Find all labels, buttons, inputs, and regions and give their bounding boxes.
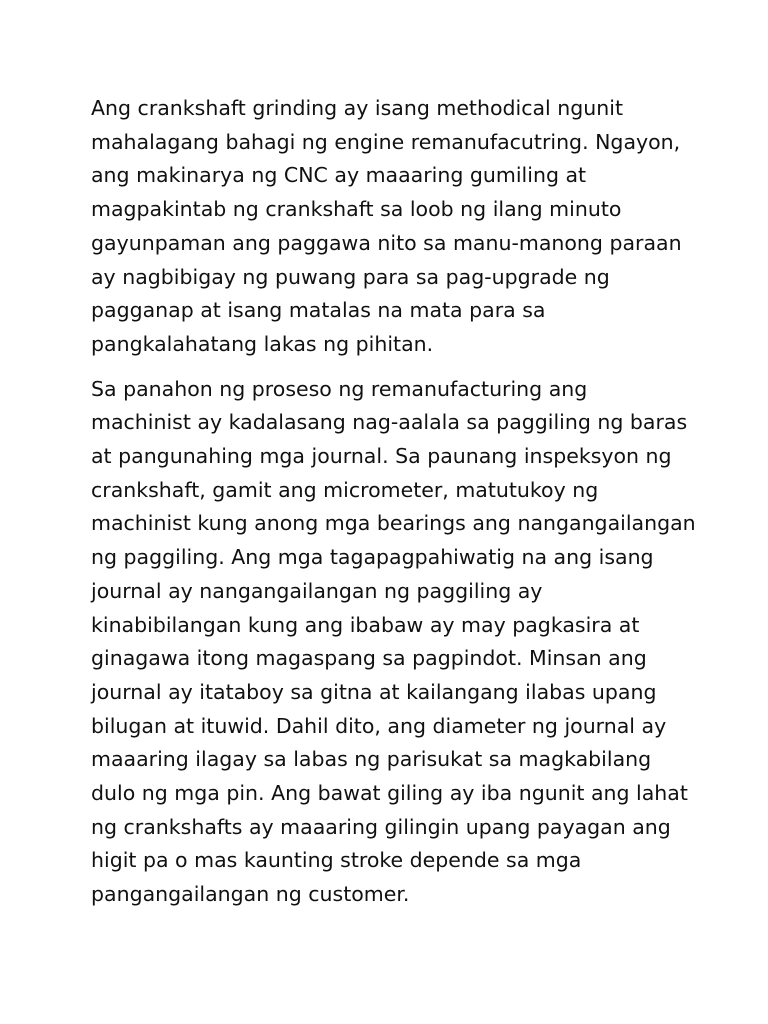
text-line: Ang crankshaft grinding ay isang methodical ngunit	[91, 96, 623, 120]
text-line: bilugan at ituwid. Dahil dito, ang diameter ng journal ay	[91, 713, 667, 738]
text-line: pangkalahatang lakas ng pihitan.	[91, 331, 434, 356]
text-line: at pangunahing mga journal. Sa paunang inspeksyon ng	[91, 444, 672, 469]
text-line: maaaring ilagay sa labas ng parisukat sa magkabilang	[91, 747, 652, 772]
text-line: ng paggiling. Ang mga tagapagpahiwatig na ang isang	[91, 545, 654, 570]
text-line: mahalagang bahagi ng engine remanufacutring. Ngayon,	[91, 129, 681, 154]
text-line: Sa panahon ng proseso ng remanufacturing ang	[91, 376, 588, 401]
text-line: ng crankshafts ay maaaring gilingin upang payagan ang	[91, 814, 671, 839]
text-line: pagganap at isang matalas na mata para sa	[91, 298, 546, 323]
text-line: machinist ay kadalasang nag-aalala sa paggiling ng baras	[91, 410, 688, 435]
text-line: ang makinarya ng CNC ay maaaring gumiling at	[91, 163, 587, 188]
text-line: ginagawa itong magaspang sa pagpindot. Minsan ang	[91, 646, 647, 671]
text-line: higit pa o mas kaunting stroke depende sa mga	[91, 848, 582, 873]
paragraph-1	[91, 92, 701, 362]
text-line: pangangailangan ng customer.	[91, 882, 410, 907]
paragraph-2	[91, 373, 701, 912]
text-line: dulo ng mga pin. Ang bawat giling ay iba ngunit ang lahat	[91, 781, 688, 806]
text-line: magpakintab ng crankshaft sa loob ng ilang minuto	[91, 197, 622, 222]
text-line: machinist kung anong mga bearings ang nangangailangan	[91, 511, 696, 536]
text-line: kinabibilangan kung ang ibabaw ay may pagkasira at	[91, 612, 640, 637]
text-line: gayunpaman ang paggawa nito sa manu-manong paraan	[91, 230, 682, 255]
text-line: ay nagbibigay ng puwang para sa pag-upgrade ng	[91, 264, 610, 289]
text-line: journal ay itataboy sa gitna at kailangang ilabas upang	[91, 679, 657, 704]
text-line: journal ay nangangailangan ng paggiling ay	[91, 578, 543, 603]
text-line: crankshaft, gamit ang micrometer, matutukoy ng	[91, 477, 599, 502]
document-body	[91, 92, 701, 912]
